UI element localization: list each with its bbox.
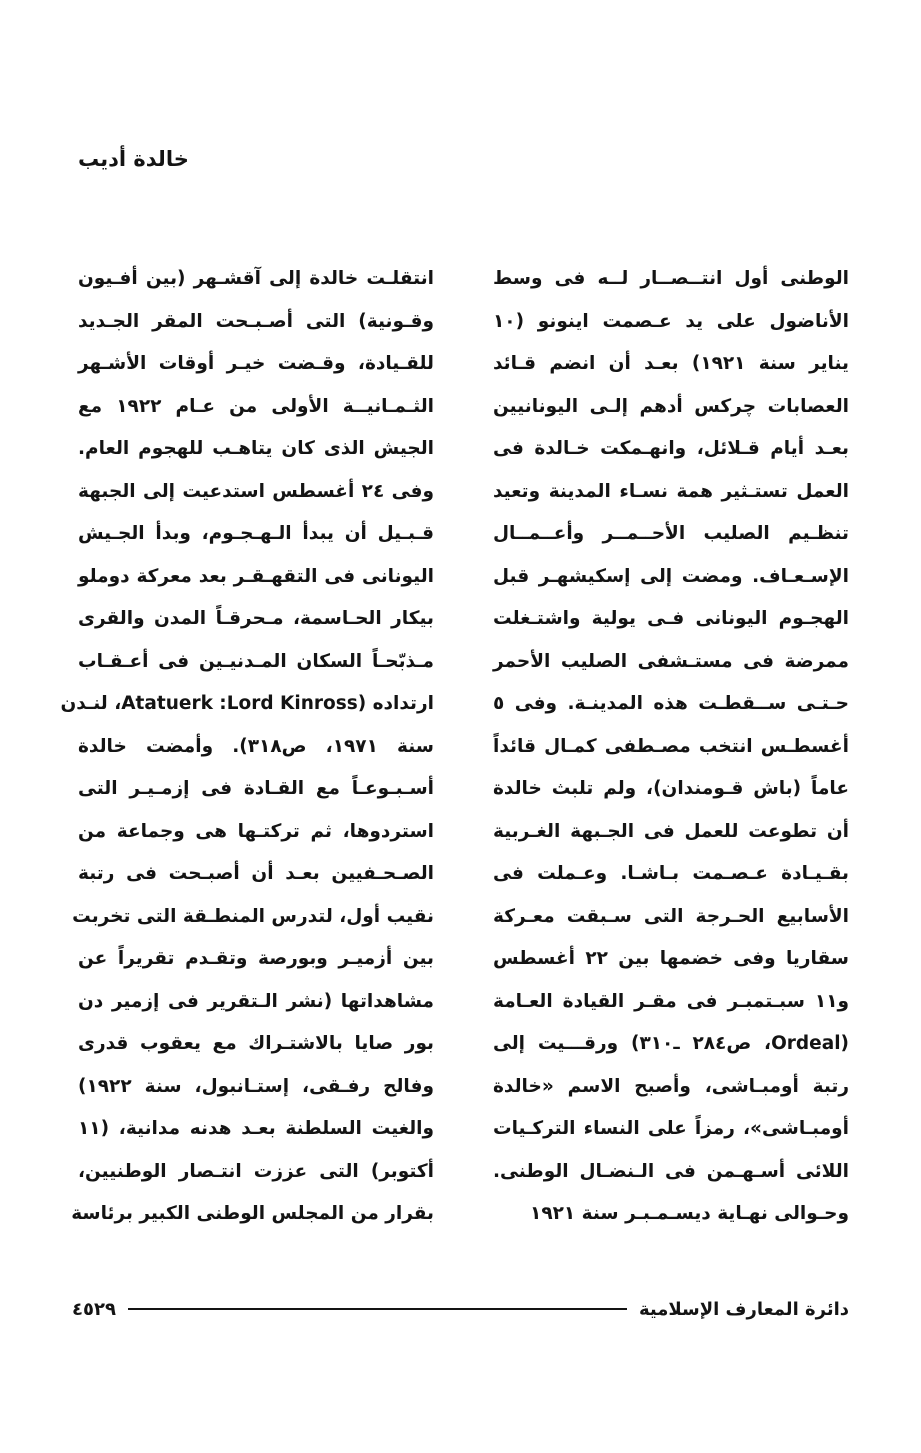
text-line: سنة ١٩٧١، ص٣١٨). وأمضت خالدة — [78, 735, 434, 757]
text-line: العصابات چركس أدهم إلـى اليونانيين — [493, 395, 849, 417]
text-line: رتبة أومبـاشى، وأصبح الاسم «خالدة — [493, 1075, 849, 1097]
text-line: الجيش الذى كان يتاهـب للهجوم العام. — [78, 438, 434, 459]
text-line: انتقلـت خالدة إلى آقشـهر (بين أفـيون — [78, 268, 434, 289]
text-line: الأسابيع الحـرجة التى سـبقت معـركة — [493, 905, 849, 927]
page-number: ٤٥٢٩ — [72, 1298, 116, 1320]
text-line: (Ordeal، ص٢٨٤ ـ٣١٠) ورقـــيت إلى — [493, 1033, 850, 1054]
running-head-title: خالدة أديب — [78, 147, 189, 171]
text-line: بين أزميـر وبورصة وتقـدم تقريراً عن — [78, 948, 434, 969]
text-line: الهجـوم اليونانى فـى يولية واشتـغلت — [493, 608, 849, 629]
text-line: بيكار الحـاسمة، مـحرقـاً المدن والقرى — [78, 608, 434, 629]
text-line: الثـمـانيــة الأولى من عـام ١٩٢٢ مع — [78, 395, 434, 417]
text-line: اليونانى فى التقهـقـر بعد معركة دوملو — [78, 565, 434, 587]
text-line: حـتـى ســقطـت هذه المدينـة. وفى ٥ — [493, 693, 849, 714]
text-line: سقاريا وفى خضمها بين ٢٢ أغسطس — [493, 948, 849, 969]
text-line: ممرضة فى مستـشفى الصليب الأحمر — [493, 650, 849, 672]
text-line: أغسطـس انتخب مصـطفى كمـال قائداً — [493, 735, 849, 757]
text-line: وفالح رفـقى، إستـانبول، سنة ١٩٢٢) — [78, 1075, 434, 1097]
text-line: مشاهداتها (نشر الـتقرير فى إزمير دن — [78, 990, 434, 1012]
text-line: أن تطوعت للعمل فى الجـبهة الغـربية — [493, 820, 849, 842]
page-footer — [72, 1294, 849, 1324]
text-line: وحـوالى نهـاية ديسـمـبـر سنة ١٩٢١ — [530, 1203, 849, 1224]
text-line: بور صايا بالاشتـراك مع يعقوب قدرى — [78, 1033, 434, 1054]
text-line: مـذبّحـاً السكان المـدنيـين فى أعـقـاب — [78, 650, 434, 672]
text-line: الصـحـفيين بعـد أن أصبـحت فى رتبة — [78, 863, 434, 884]
text-line: الأناضول على يد عـصمت اينونو (١٠ — [493, 310, 849, 332]
text-line: تنظـيم الصليب الأحــمــر وأعــمــال — [493, 523, 849, 544]
text-column-right — [493, 258, 849, 1236]
text-line: للقـيادة، وقـضت خيـر أوقات الأشـهر — [78, 353, 434, 374]
text-line: بعـد أيام قـلائل، وانهـمكت خـالدة فى — [493, 438, 849, 459]
text-line: العمل تستـثير همة نسـاء المدينة وتعيد — [493, 480, 849, 502]
text-line: نقيب أول، لتدرس المنطـقة التى تخربت — [72, 905, 434, 927]
text-line: والغيت السلطنة بعـد هدنه مدانية، (١١ — [78, 1118, 434, 1139]
text-line: ارتداده (Atatuerk :Lord Kinross، لنـدن — [60, 693, 434, 714]
journal-title: دائرة المعارف الإسلامية — [638, 1298, 849, 1320]
footer-rule — [128, 1308, 627, 1310]
text-line: وقـونية) التى أصـبـحت المقر الجـديد — [78, 310, 434, 332]
text-line: بقـيـادة عـصـمت بـاشـا. وعـملت فى — [493, 863, 849, 884]
text-line: يناير سنة ١٩٢١) بعـد أن انضم قـائد — [493, 353, 849, 374]
text-line: استردوها، ثم تركتـها هى وجماعة من — [78, 820, 434, 842]
text-line: قـبـيل أن يبدأ الـهـجـوم، وبدأ الجـيش — [78, 523, 434, 544]
text-line: بقرار من المجلس الوطنى الكبير برئاسة — [71, 1203, 434, 1224]
text-line: عاماً (باش قـومندان)، ولم تلبث خالدة — [493, 778, 849, 799]
text-line: و١١ سبـتمبـر فى مقـر القيادة العـامة — [493, 990, 849, 1012]
text-line: الوطنى أول انتــصــار لــه فى وسط — [493, 268, 849, 289]
text-line: الإسـعـاف. ومضت إلى إسكيشهـر قبل — [493, 565, 849, 587]
text-line: أسـبـوعـاً مع القـادة فى إزمـيـر التى — [78, 778, 434, 799]
text-line: اللائى أسـهـمن فى الـنضـال الوطنى. — [493, 1160, 849, 1182]
text-line: وفى ٢٤ أغسطس استدعيت إلى الجبهة — [78, 480, 434, 502]
text-column-left — [60, 258, 434, 1236]
text-line: أومبـاشى»، رمزاً على النساء التركـيات — [493, 1118, 849, 1139]
text-line: أكتوبر) التى عززت انتـصار الوطنيين، — [78, 1160, 434, 1182]
